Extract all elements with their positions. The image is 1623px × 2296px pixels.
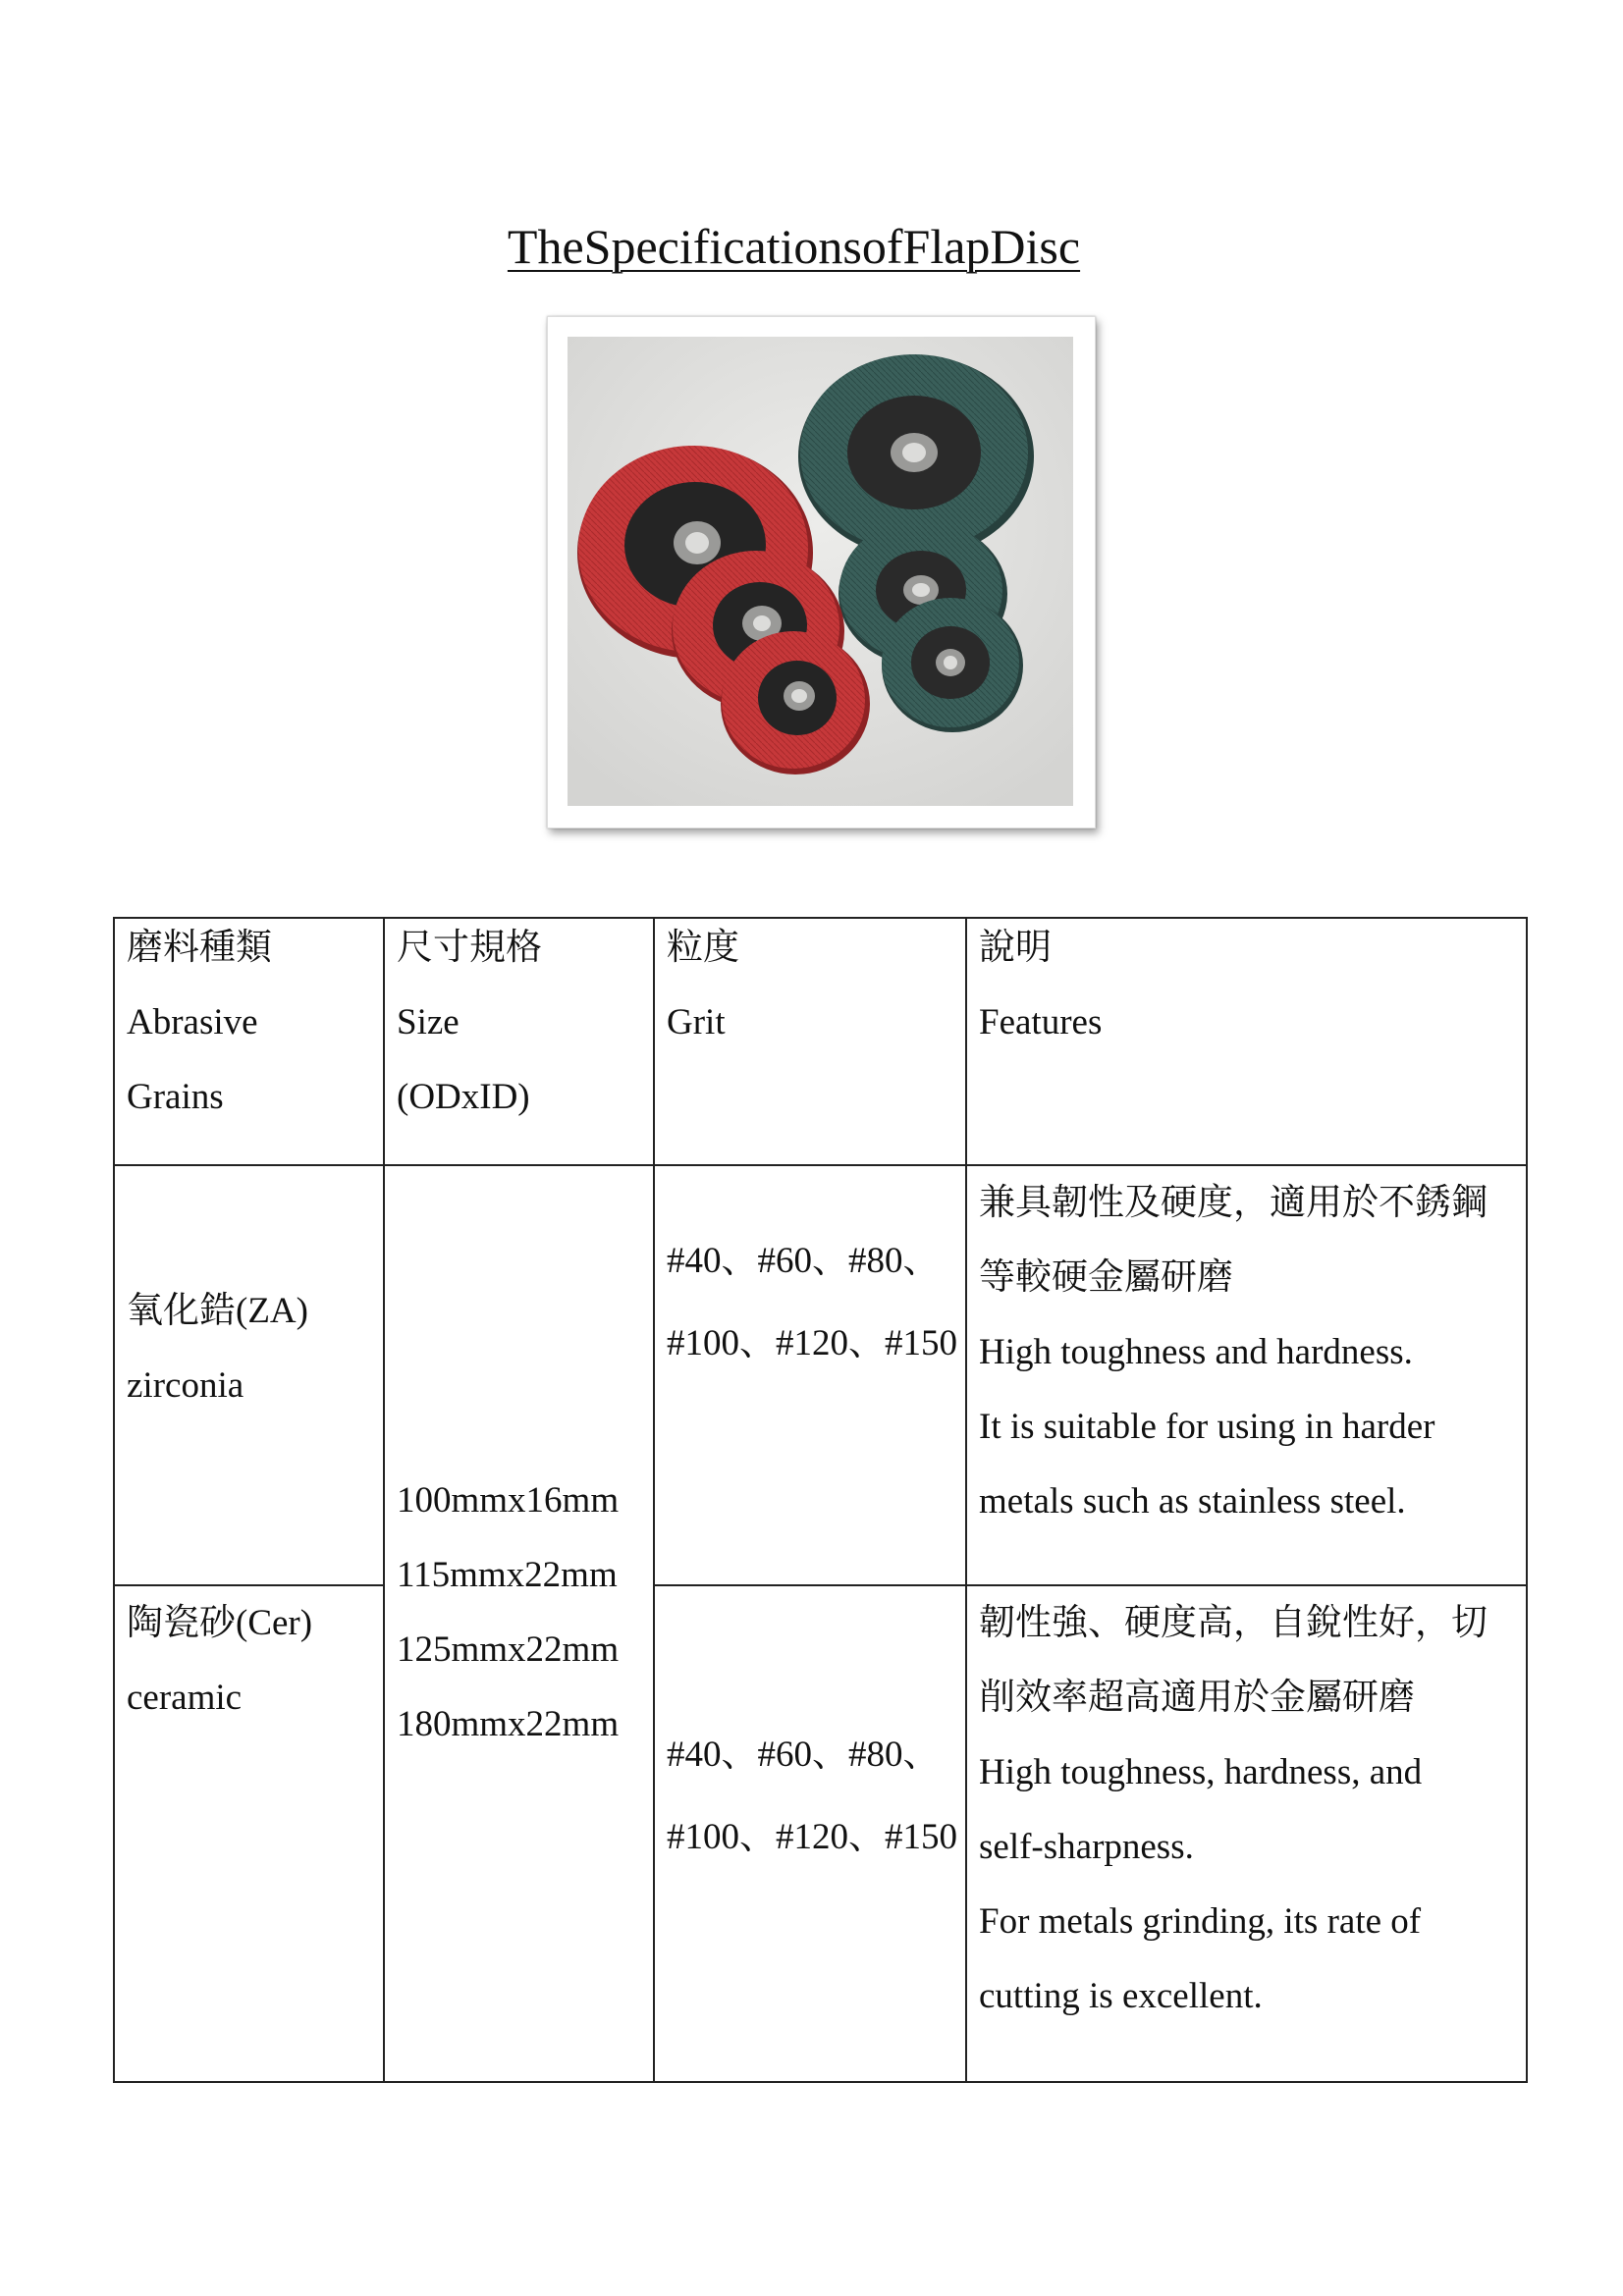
table-header-row [114, 918, 1527, 1165]
grit-cell-ceramic [654, 1585, 966, 2082]
feature-en: metals such as stainless steel. [979, 1481, 1406, 1522]
header-en: Features [979, 1002, 1103, 1042]
header-en: Grains [127, 1077, 224, 1117]
product-photo-frame [547, 316, 1096, 828]
header-zh: 說明 [979, 928, 1052, 968]
header-en: Grit [667, 1002, 726, 1042]
grain-en: ceramic [127, 1678, 243, 1718]
feature-zh: 等較硬金屬研磨 [979, 1257, 1233, 1298]
feature-en: It is suitable for using in harder [979, 1407, 1435, 1447]
size-cell [384, 1165, 654, 2082]
grit-line: #100、#120、#150 [667, 1817, 957, 1857]
feature-zh: 削效率超高適用於金屬研磨 [979, 1678, 1415, 1718]
table-row [114, 1165, 1527, 1585]
header-grit [654, 918, 966, 1165]
feature-en: self-sharpness. [979, 1827, 1194, 1867]
header-size [384, 918, 654, 1165]
flap-discs-photo [568, 337, 1073, 806]
feature-zh: 韌性強、硬度高，自銳性好，切 [979, 1603, 1488, 1643]
header-abrasive-grains [114, 918, 384, 1165]
header-zh: 磨料種類 [127, 928, 272, 968]
features-cell-ceramic [966, 1585, 1527, 2082]
size-value: 115mmx22mm [397, 1555, 618, 1595]
grain-en: zirconia [127, 1365, 244, 1406]
size-value: 100mmx16mm [397, 1480, 620, 1521]
grit-cell-zirconia [654, 1165, 966, 1585]
disc-green-small [882, 598, 1023, 732]
size-value: 125mmx22mm [397, 1629, 620, 1670]
feature-en: cutting is excellent. [979, 1976, 1263, 2016]
grit-line: #100、#120、#150 [667, 1323, 957, 1363]
size-value: 180mmx22mm [397, 1704, 620, 1744]
grain-cell-zirconia [114, 1165, 384, 1585]
header-en: Size [397, 1002, 460, 1042]
grain-zh: 陶瓷砂(Cer) [127, 1603, 313, 1643]
grit-line: #40、#60、#80、 [667, 1241, 940, 1281]
grit-line: #40、#60、#80、 [667, 1735, 940, 1775]
feature-zh: 兼具韌性及硬度，適用於不銹鋼 [979, 1183, 1488, 1223]
header-en: (ODxID) [397, 1077, 530, 1117]
table-row [114, 1585, 1527, 2082]
grain-cell-ceramic [114, 1585, 384, 2082]
feature-en: For metals grinding, its rate of [979, 1901, 1422, 1942]
header-en: Abrasive [127, 1002, 258, 1042]
header-zh: 粒度 [667, 928, 739, 968]
grain-zh: 氧化鋯(ZA) [127, 1291, 308, 1331]
page-title: TheSpecificationsofFlapDisc [507, 219, 1081, 274]
features-cell-zirconia [966, 1165, 1527, 1585]
spec-table [113, 917, 1528, 2083]
header-features [966, 918, 1527, 1165]
feature-en: High toughness and hardness. [979, 1332, 1413, 1372]
feature-en: High toughness, hardness, and [979, 1752, 1423, 1792]
header-zh: 尺寸規格 [397, 928, 542, 968]
